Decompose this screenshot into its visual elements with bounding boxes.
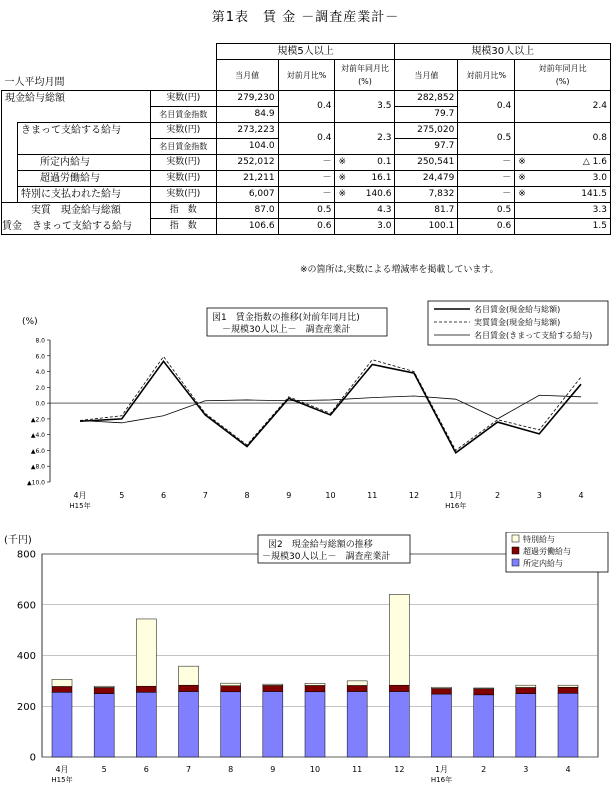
chart2-bar-segment xyxy=(389,594,409,685)
chart2-x-tick-label: 5 xyxy=(101,765,107,774)
wage-table xyxy=(1,43,611,235)
chart1-legend-label: 名目賃金(現金給与総額) xyxy=(474,305,561,314)
chart1-x-tick-label: 4月 xyxy=(73,491,87,500)
chart2-legend-label: 超過労働給与 xyxy=(523,547,571,556)
chart2-bar-segment xyxy=(52,692,72,757)
chart1-y-tick-label: ▲8.0 xyxy=(30,463,45,471)
chart1-x-tick-label: 2 xyxy=(494,491,501,500)
chart2-bar-segment xyxy=(179,666,199,685)
chart2-x-tick-label: 6 xyxy=(143,765,149,774)
table-row: 実質 現金給与総額 指 数 87.0 0.5 4.3 81.7 0.5 3.3 xyxy=(2,203,611,219)
chart1-ylabel: (%) xyxy=(22,317,38,327)
chart2-bar-segment xyxy=(179,685,199,691)
group-5-header: 規模5人以上 xyxy=(216,44,395,60)
row-label: 現金給与総額 xyxy=(2,91,151,107)
chart2-bar-segment xyxy=(516,687,536,693)
chart2-y-tick-label: 0 xyxy=(29,752,36,764)
chart2-bar-segment xyxy=(305,692,325,757)
chart1-series-line xyxy=(80,395,581,423)
chart1-x-year-label: H15年 xyxy=(69,502,91,510)
chart2-bar-segment xyxy=(94,687,114,693)
chart2-x-tick-label: 4月 xyxy=(55,765,69,774)
table-row: 名目賃金指数 84.9 79.7 xyxy=(2,107,611,123)
chart1-x-tick-label: 3 xyxy=(536,491,542,500)
chart2-bar-segment xyxy=(263,692,283,757)
chart2-legend-swatch xyxy=(512,535,519,542)
col-mom-5: 対前月比% xyxy=(278,60,335,91)
chart2-bar-segment xyxy=(263,685,283,691)
col-mom-30: 対前月比% xyxy=(458,60,515,91)
table-row: 名目賃金指数 104.0 97.7 xyxy=(2,139,611,155)
col-value-30: 当月値 xyxy=(395,60,458,91)
chart2-bar-segment xyxy=(347,685,367,691)
chart2-bar-segment xyxy=(136,692,156,757)
chart2-legend-label: 所定内給与 xyxy=(523,559,563,568)
chart2-bar-segment xyxy=(389,685,409,691)
chart2-bar-segment xyxy=(52,679,72,686)
table-row: 超過労働給与 実数(円) 21,211 － ※ 16.1 24,479 － ※ 3.0 xyxy=(2,171,611,187)
chart2-title: 図2 現金給与総額の推移 xyxy=(268,540,373,550)
chart1-y-tick-label: 6.0 xyxy=(35,353,45,361)
chart2-bar-segment xyxy=(516,694,536,757)
chart1-x-tick-label: 12 xyxy=(408,491,420,500)
chart1-y-tick-label: 2.0 xyxy=(35,384,45,392)
chart2-legend-swatch xyxy=(512,559,519,566)
chart1-y-tick-label: ▲10.0 xyxy=(27,479,45,487)
chart2-x-tick-label: 7 xyxy=(185,765,192,774)
chart2-bar-segment xyxy=(305,683,325,685)
corner-label: 一人平均月間 xyxy=(4,77,65,88)
chart2-bar-segment xyxy=(432,688,452,694)
chart2-bar-segment xyxy=(221,686,241,692)
chart2-legend-label: 特別給与 xyxy=(523,535,555,544)
chart1-y-tick-label: 4.0 xyxy=(35,369,45,377)
chart2-bar-segment xyxy=(516,685,536,687)
chart2-bar-segment xyxy=(347,681,367,686)
chart1-x-tick-label: 11 xyxy=(367,491,378,500)
chart2-bar-segment xyxy=(389,692,409,757)
chart1-x-tick-label: 5 xyxy=(119,491,125,500)
page-title: 第1表 賃 金 －調査産業計－ xyxy=(211,10,400,25)
chart2-x-tick-label: 4 xyxy=(565,765,571,774)
table-row: 所定内給与 実数(円) 252,012 － ※ 0.1 250,541 － ※ △ 1.6 xyxy=(2,155,611,171)
chart2-ylabel: (千円) xyxy=(4,535,32,546)
chart2-bar-segment xyxy=(136,619,156,686)
chart2-x-year-label: H16年 xyxy=(430,776,453,784)
chart1-subtitle: －規模30人以上－ 調査産業計 xyxy=(222,325,351,335)
chart2-bar-segment xyxy=(221,683,241,686)
chart2-bar-segment xyxy=(94,694,114,757)
chart2-x-tick-label: 3 xyxy=(523,765,529,774)
chart2-y-tick-label: 600 xyxy=(16,600,36,612)
chart2-bar-segment xyxy=(558,687,578,693)
table-row: 現金給与総額 実数(円) 279,230 0.4 3.5 282,852 0.4 2.4 xyxy=(2,91,611,107)
group-30-header: 規模30人以上 xyxy=(395,44,611,60)
row-unit: 実数(円) xyxy=(150,91,216,107)
chart2-bar-segment xyxy=(474,689,494,695)
chart1-y-tick-label: ▲2.0 xyxy=(30,416,45,424)
table-note: ※の箇所は,実数による増減率を掲載しています。 xyxy=(300,265,499,275)
chart2-x-tick-label: 11 xyxy=(352,765,363,774)
chart2-x-tick-label: 9 xyxy=(270,765,276,774)
corner-cell xyxy=(2,44,217,91)
chart1-x-tick-label: 6 xyxy=(160,491,167,500)
chart2-bar-segment xyxy=(347,692,367,757)
table-row: 特別に支払われた給与 実数(円) 6,007 － ※ 140.6 7,832 － ※ 141.5 xyxy=(2,187,611,203)
chart2-y-tick-label: 400 xyxy=(16,651,36,662)
chart2-bar-segment xyxy=(432,687,452,688)
chart2-bar-segment xyxy=(558,685,578,687)
chart2-bar-segment xyxy=(432,694,452,757)
chart2-bar-segment xyxy=(474,695,494,757)
chart1-x-tick-label: 8 xyxy=(244,491,250,500)
chart1-x-tick-label: 7 xyxy=(202,491,208,500)
chart2-bar-segment xyxy=(136,686,156,692)
chart1-x-tick-label: 10 xyxy=(325,491,336,500)
chart2-x-tick-label: 10 xyxy=(309,765,321,774)
chart1-x-year-label: H16年 xyxy=(445,502,467,510)
chart2-bar-segment xyxy=(221,692,241,757)
chart1-y-tick-label: ▲4.0 xyxy=(30,432,45,440)
chart1-x-tick-label: 1月 xyxy=(449,491,463,500)
chart2-bar-segment xyxy=(474,688,494,689)
chart1-x-tick-label: 9 xyxy=(286,491,292,500)
chart2-y-tick-label: 200 xyxy=(16,701,36,713)
col-value-5: 当月値 xyxy=(216,60,278,91)
chart1-y-tick-label: 0.0 xyxy=(35,400,45,408)
chart2-bar-segment xyxy=(558,693,578,757)
chart2-y-tick-label: 800 xyxy=(16,549,36,561)
chart1-series-line xyxy=(80,357,581,451)
line-chart xyxy=(0,300,611,530)
chart2-bar-segment xyxy=(263,684,283,685)
chart1-y-tick-label: ▲6.0 xyxy=(30,447,45,455)
chart1-y-tick-label: 8.0 xyxy=(35,337,45,345)
chart2-x-year-label: H15年 xyxy=(51,776,73,784)
bar-chart xyxy=(0,532,611,800)
chart1-legend-label: 名目賃金(きまって支給する給与) xyxy=(474,331,593,340)
chart2-x-tick-label: 12 xyxy=(394,765,405,774)
chart2-x-tick-label: 2 xyxy=(481,765,487,774)
chart2-subtitle: －規模30人以上－ 調査産業計 xyxy=(262,552,391,562)
chart2-bar-segment xyxy=(52,686,72,692)
col-yoy-5: 対前年同月比 (%) xyxy=(335,60,395,91)
chart2-bar-segment xyxy=(94,686,114,687)
table-row: きまって支給する給与 実数(円) 273,223 0.4 2.3 275,020 0.5 0.8 xyxy=(2,123,611,139)
chart1-title: 図1 賃金指数の推移(対前年同月比) xyxy=(212,313,360,323)
chart1-series-line xyxy=(80,361,581,453)
chart2-bar-segment xyxy=(305,685,325,691)
chart2-legend-swatch xyxy=(512,547,519,554)
chart2-bar-segment xyxy=(179,692,199,757)
col-yoy-30: 対前年同月比 (%) xyxy=(515,60,611,91)
chart2-x-tick-label: 1月 xyxy=(434,765,449,774)
chart2-x-tick-label: 8 xyxy=(228,765,234,774)
chart1-x-tick-label: 4 xyxy=(578,491,584,500)
chart1-legend-label: 実質賃金(現金給与総額) xyxy=(474,318,561,327)
table-row: 賃金 きまって支給する給与 指 数 106.6 0.6 3.0 100.1 0.6 1.5 xyxy=(2,219,611,235)
